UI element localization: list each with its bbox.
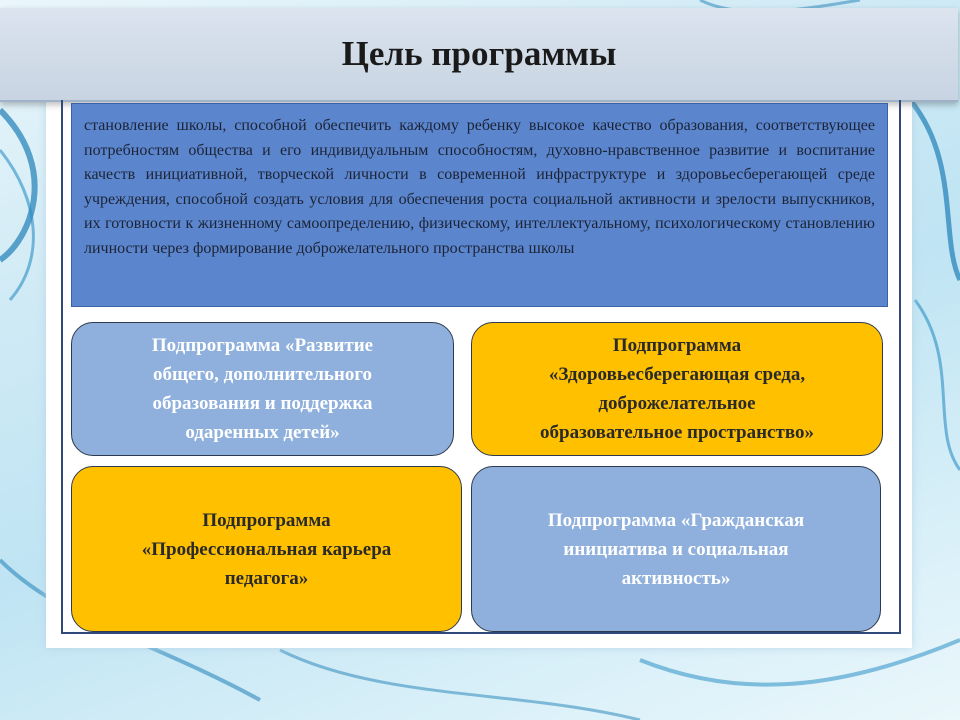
- subprogram-health-environment-box: [471, 322, 883, 456]
- goal-description: становление школы, способной обеспечить каждому ребенку высокое качество образования, соответствующее потребностям общества и его индивидуальным способностям, духовно-нравственное развитие и воспитание качеств инициативной, творческой личности в современной инфраструктуре и здоровьесберегающей среде учреждения, способной создать условия для обеспечения роста социальной активности и зрелости выпускников, их готовности к жизненному самоопределению, физическому, интеллектуальному, психологическому становлению личности через формирование доброжелательного пространства школы: [71, 103, 888, 307]
- subprogram-civic-initiative-box: [471, 466, 881, 632]
- subprogram-development-label: Подпрограмма «Развитие общего, дополнительного образования и поддержка одаренных детей»: [151, 335, 374, 443]
- title-bar: [0, 8, 958, 102]
- subprogram-teacher-career-box: [71, 466, 462, 632]
- page-title: Цель программы: [341, 34, 617, 73]
- subprogram-health-environment-label: Подпрограмма «Здоровьесберегающая среда, доброжелательное образовательное пространство»: [540, 335, 814, 443]
- subprogram-civic-initiative-label: Подпрограмма «Гражданская инициатива и социальная активность»: [547, 509, 805, 589]
- subprogram-development-box: [71, 322, 454, 456]
- subprogram-teacher-career-label: Подпрограмма «Профессиональная карьера педагога»: [141, 509, 392, 589]
